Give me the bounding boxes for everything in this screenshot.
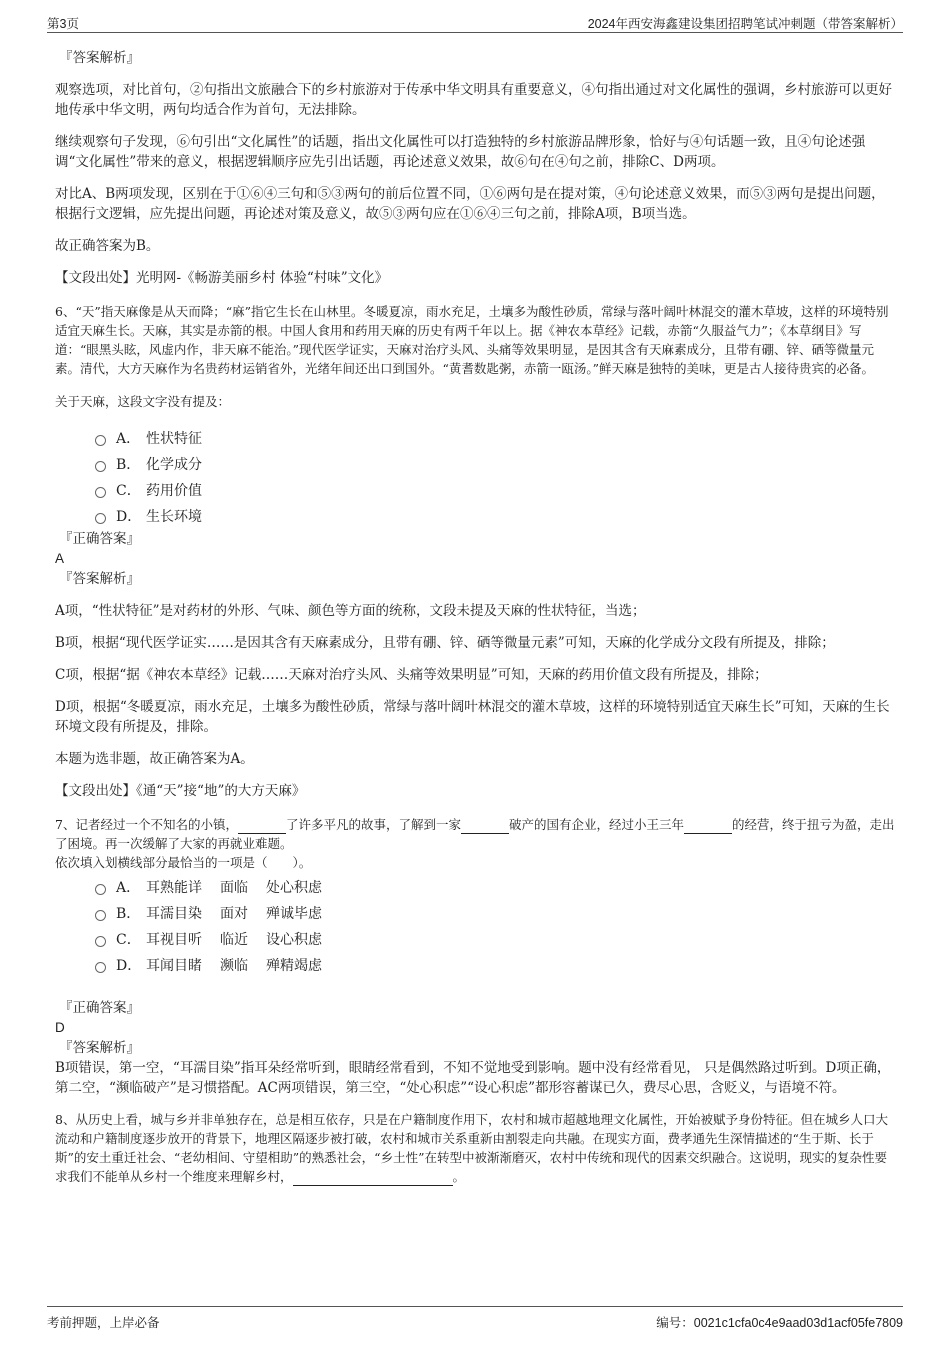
q5-analysis-para3: 对比A、B两项发现，区别在于①⑥④三句和⑤③两句的前后位置不同，①⑥两句是在提对策，④句论述意义效果，而⑤③两句是提出问题，根据行文逻辑，应先提出问题，再论述对策及意义，故⑤③两句应在①⑥④三句之前，排除A项，B项当选。 <box>55 186 885 222</box>
radio-icon[interactable] <box>95 461 106 472</box>
q7-stem-part1: 7、记者经过一个不知名的小镇， <box>55 817 238 832</box>
option-word-3: 殚精竭虑 <box>266 958 322 974</box>
radio-icon[interactable] <box>95 884 106 895</box>
option-word-3: 设心积虑 <box>266 932 322 948</box>
option-letter: D． <box>116 958 142 974</box>
page-content <box>55 48 895 1186</box>
option-word-1: 耳濡目染 <box>146 906 202 922</box>
q6-analysis-a: A项，“性状特征”是对药材的外形、气味、颜色等方面的统称，文段未提及天麻的性状特征，当选； <box>55 603 646 619</box>
q6-options <box>55 425 895 529</box>
q5-analysis-para2: 继续观察句子发现，⑥句引出“文化属性”的话题，指出文化属性可以打造独特的乡村旅游品牌形象，恰好与④句话题一致，且④句论述强调“文化属性”带来的意义，根据逻辑顺序应先引出话题，再论述意义效果，故⑥句在④句之前，排除C、D两项。 <box>55 134 866 170</box>
q8-stem <box>55 1110 895 1186</box>
q7-stem <box>55 815 895 853</box>
option-word-1: 耳熟能详 <box>146 880 202 896</box>
q6-stem: 6、“天”指天麻像是从天而降；“麻”指它生长在山林里。冬暖夏凉，雨水充足，土壤多为酸性砂质，常绿与落叶阔叶林混交的灌木草坡，这样的环境特别适宜天麻生长。天麻，其实是赤箭的根。中国人食用和药用天麻的历史有两千年以上。据《神农本草经》记载，赤箭“久服益气力”；《本草纲目》写道：“眼黑头眩，风虚内作，非天麻不能治。”现代医学证实，天麻对治疗头风、头痛等效果明显，是因其含有天麻素成分，且带有硼、锌、硒等微量元素。清代，大方天麻作为名贵药材运销省外，光绪年间还出口到国外。“黄耆数匙粥，赤箭一瓯汤。”鲜天麻是独特的美味，更是古人接待贵宾的必备。 <box>55 304 889 376</box>
q6-option-a[interactable] <box>95 425 895 451</box>
q6-option-c[interactable] <box>95 477 895 503</box>
q6-analysis-c: C项，根据“据《神农本草经》记载……天麻对治疗头风、头痛等效果明显”可知，天麻的药用价值文段有所提及，排除； <box>55 667 768 683</box>
q6-analysis-d: D项，根据“冬暖夏凉，雨水充足，土壤多为酸性砂质，常绿与落叶阔叶林混交的灌木草坡，这样的环境特别适宜天麻生长”可知，天麻的生长环境文段有所提及，排除。 <box>55 699 890 735</box>
q7-stem-part2: 了许多平凡的故事，了解到一家 <box>285 817 461 832</box>
radio-icon[interactable] <box>95 513 106 524</box>
option-letter: C． <box>116 483 141 499</box>
option-letter: B． <box>116 906 141 922</box>
option-word-1: 耳闻目睹 <box>146 958 202 974</box>
q5-analysis-label: 『答案解析』 <box>59 50 140 66</box>
option-word-2: 濒临 <box>220 958 248 974</box>
q6-option-b[interactable] <box>95 451 895 477</box>
q6-source: 【文段出处】《通“天”接“地”的大方天麻》 <box>55 783 306 799</box>
q7-option-b[interactable] <box>95 900 895 926</box>
q8-stem-end: 。 <box>452 1169 466 1184</box>
q7-analysis: B项错误，第一空，“耳濡目染”指耳朵经常听到，眼睛经常看到，不知不觉地受到影响。题中没有经常看见， 只是偶然路过听到。D项正确，第二空，“濒临破产”是习惯搭配。AC两项错误，第三空，“处心积虑”“设心积虑”都形容蓄谋已久，费尽心思，含贬义，与语境不符。 <box>55 1060 891 1096</box>
q6-analysis-label: 『答案解析』 <box>59 571 140 587</box>
q7-option-c[interactable] <box>95 926 895 952</box>
option-word-2: 面对 <box>220 906 248 922</box>
option-text: 药用价值 <box>146 483 202 499</box>
option-word-1: 耳视目听 <box>146 932 202 948</box>
q7-option-d[interactable] <box>95 952 895 978</box>
option-text: 生长环境 <box>146 509 202 525</box>
radio-icon[interactable] <box>95 435 106 446</box>
q7-answer: D <box>55 1020 65 1035</box>
q8-blank <box>293 1171 453 1186</box>
q7-stem-part3: 破产的国有企业，经过小王三年 <box>508 817 684 832</box>
q7-analysis-label: 『答案解析』 <box>59 1040 140 1056</box>
option-letter: A． <box>116 431 141 447</box>
q7-options <box>55 874 895 978</box>
option-word-3: 处心积虑 <box>266 880 322 896</box>
q7-stem-part4: 的经营，终于扭亏为盈，走出了困境。再一次缓解了大家的再就业难题。 <box>55 817 895 851</box>
q5-analysis-para1: 观察选项，对比首句，②句指出文旅融合下的乡村旅游对于传承中华文明具有重要意义，④句指出通过对文化属性的强调，乡村旅游可以更好地传承中华文明，两句均适合作为首句，无法排除。 <box>55 82 892 118</box>
page-number: 第3页 <box>47 17 79 31</box>
q7-answer-label: 『正确答案』 <box>59 1000 140 1016</box>
option-word-3: 殚诚毕虑 <box>266 906 322 922</box>
q6-conclusion: 本题为选非题，故正确答案为A。 <box>55 751 254 767</box>
footer-slogan: 考前押题，上岸必备 <box>47 1315 160 1330</box>
q7-option-a[interactable] <box>95 874 895 900</box>
q5-source: 【文段出处】光明网-《畅游美丽乡村 体验“村味”文化》 <box>55 270 389 286</box>
document-id: 编号：0021c1cfa0c4e9aad03d1acf05fe7809 <box>656 1316 903 1330</box>
document-title: 2024年西安海鑫建设集团招聘笔试冲刺题（带答案解析） <box>587 17 903 31</box>
q6-analysis-b: B项，根据“现代医学证实……是因其含有天麻素成分，且带有硼、锌、硒等微量元素”可知，天麻的化学成分文段有所提及，排除； <box>55 635 835 651</box>
option-text: 化学成分 <box>146 457 202 473</box>
option-word-2: 面临 <box>220 880 248 896</box>
q7-blank-1 <box>238 819 286 834</box>
radio-icon[interactable] <box>95 936 106 947</box>
q6-question: 关于天麻，这段文字没有提及： <box>55 394 231 409</box>
q6-answer-label: 『正确答案』 <box>59 531 140 547</box>
option-letter: B． <box>116 457 141 473</box>
radio-icon[interactable] <box>95 487 106 498</box>
q7-blank-2 <box>461 819 509 834</box>
radio-icon[interactable] <box>95 910 106 921</box>
q7-question: 依次填入划横线部分最恰当的一项是（ ）。 <box>55 855 312 870</box>
radio-icon[interactable] <box>95 962 106 973</box>
q7-blank-3 <box>684 819 732 834</box>
option-letter: A． <box>116 880 141 896</box>
q8-stem-text: 8、从历史上看，城与乡并非单独存在，总是相互依存，只是在户籍制度作用下，农村和城市超越地理文化属性，开始被赋予身份特征。但在城乡人口大流动和户籍制度逐步放开的背景下，地理区隔逐步被打破，农村和城市关系重新由割裂走向共融。在现实方面，费孝通先生深情描述的“生于斯、长于斯”的安土重迁社会、“老幼相间、守望相助”的熟悉社会，“乡土性”在转型中被渐渐磨灭，农村中传统和现代的因素交织融合。这说明，现实的复杂性要求我们不能单从乡村一个维度来理解乡村， <box>55 1112 888 1184</box>
page-header <box>47 10 903 33</box>
q5-analysis-conclusion: 故正确答案为B。 <box>55 238 160 254</box>
option-word-2: 临近 <box>220 932 248 948</box>
option-letter: D． <box>116 509 142 525</box>
option-letter: C． <box>116 932 141 948</box>
q6-option-d[interactable] <box>95 503 895 529</box>
q6-answer: A <box>55 551 65 566</box>
page-footer <box>47 1306 903 1329</box>
option-text: 性状特征 <box>146 431 202 447</box>
